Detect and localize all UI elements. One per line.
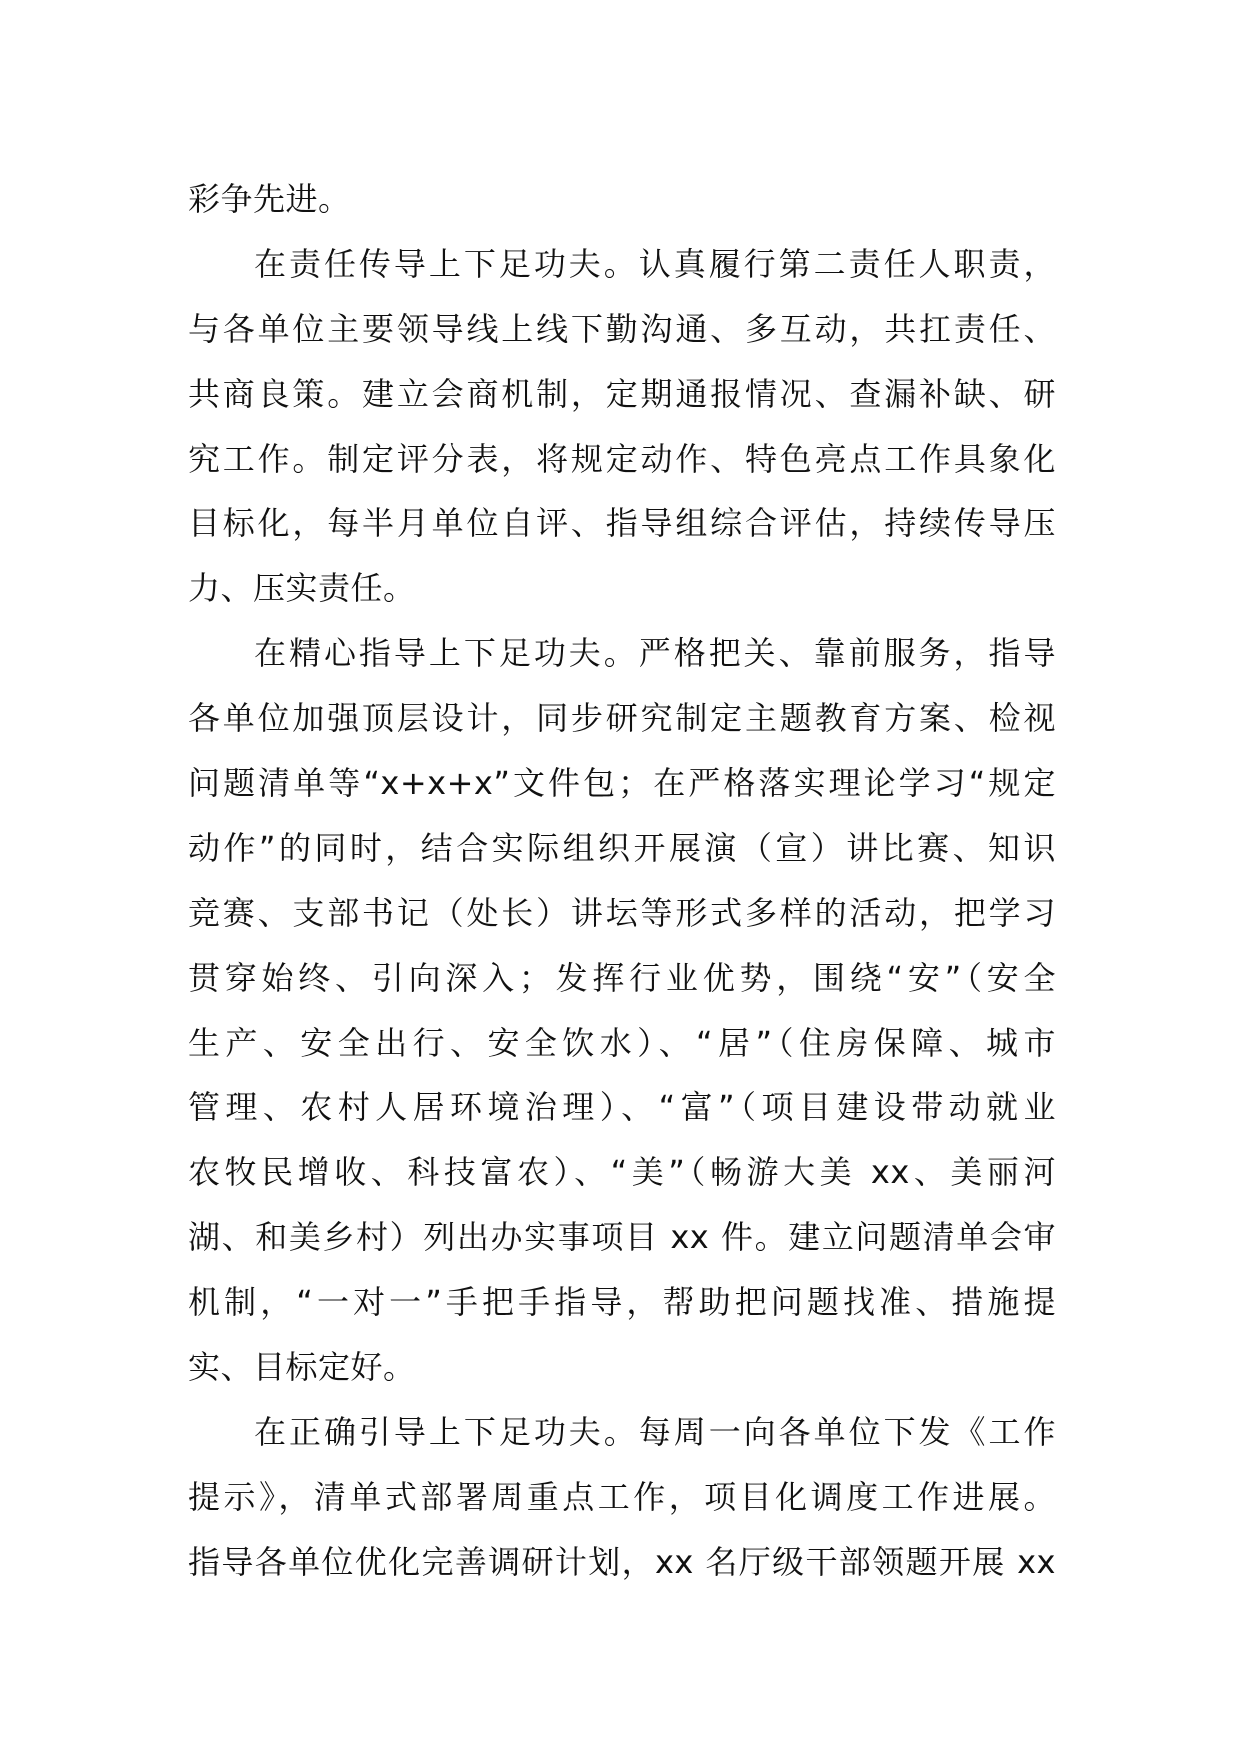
- text-line: 各单位加强顶层设计，同步研究制定主题教育方案、检视: [188, 699, 1056, 738]
- text-line: 究工作。制定评分表，将规定动作、特色亮点工作具象化: [188, 439, 1056, 478]
- paragraph-first-line: 在正确引导上下足功夫。每周一向各单位下发《工作: [254, 1412, 1056, 1451]
- text-line: 机制，“一对一”手把手指导，帮助把问题找准、措施提: [188, 1283, 1056, 1322]
- text-line: 力、压实责任。: [188, 569, 416, 608]
- text-line: 目标化，每半月单位自评、指导组综合评估，持续传导压: [188, 504, 1056, 543]
- paragraph-first-line: 在责任传导上下足功夫。认真履行第二责任人职责，: [254, 244, 1056, 283]
- text-line: 与各单位主要领导线上线下勤沟通、多互动，共扛责任、: [188, 309, 1056, 348]
- text-line: 指导各单位优化完善调研计划，xx 名厅级干部领题开展 xx: [188, 1542, 1056, 1581]
- text-line: 贯穿始终、引向深入；发挥行业优势，围绕“安”（安全: [188, 958, 1056, 997]
- document-body: [188, 167, 1056, 1595]
- text-line: 问题清单等“x+x+x”文件包；在严格落实理论学习“规定: [188, 764, 1056, 803]
- text-line: 提示》，清单式部署周重点工作，项目化调度工作进展。: [188, 1477, 1056, 1516]
- text-line: 农牧民增收、科技富农）、“美”（畅游大美 xx、美丽河: [188, 1153, 1056, 1192]
- text-line: 生产、安全出行、安全饮水）、“居”（住房保障、城市: [188, 1023, 1056, 1062]
- text-line: 动作”的同时，结合实际组织开展演（宣）讲比赛、知识: [188, 828, 1056, 867]
- text-line: 湖、和美乡村）列出办实事项目 xx 件。建立问题清单会审: [188, 1218, 1056, 1257]
- text-line: 实、目标定好。: [188, 1348, 416, 1387]
- text-line: 管理、农村人居环境治理）、“富”（项目建设带动就业: [188, 1088, 1056, 1127]
- text-line: 竞赛、支部书记（处长）讲坛等形式多样的活动，把学习: [188, 893, 1056, 932]
- paragraph-first-line: 在精心指导上下足功夫。严格把关、靠前服务，指导: [254, 634, 1056, 673]
- text-line: 共商良策。建立会商机制，定期通报情况、查漏补缺、研: [188, 374, 1056, 413]
- text-line: 彩争先进。: [188, 180, 351, 218]
